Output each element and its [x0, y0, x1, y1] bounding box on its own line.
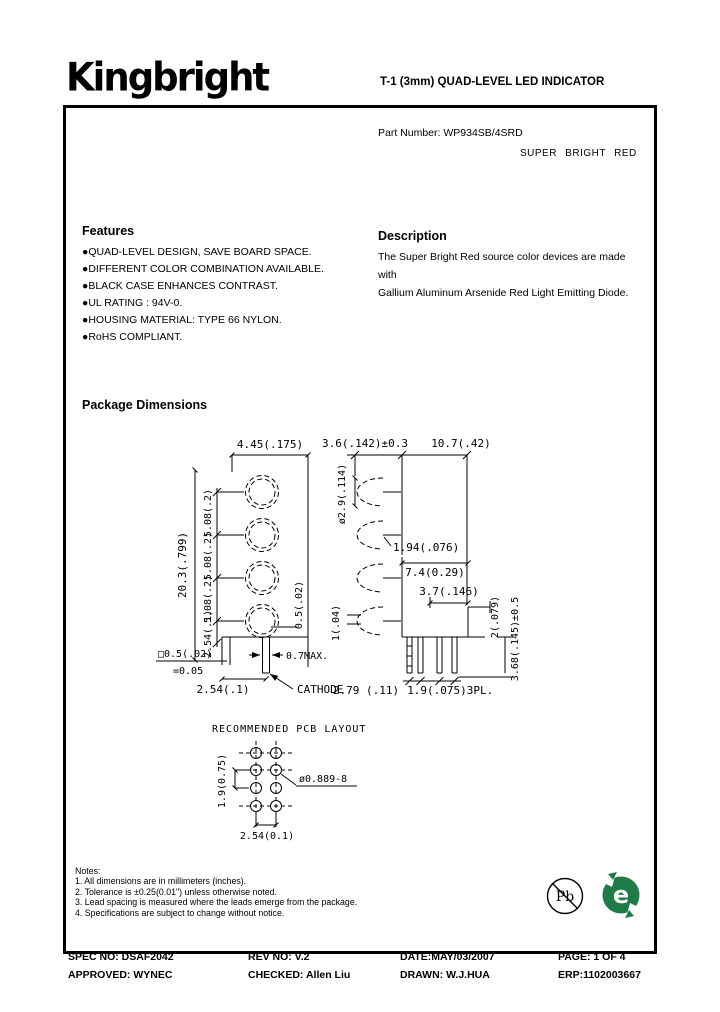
- dim-pitch-bottom: 2.54(.1): [203, 609, 214, 659]
- feature-item: ●RoHS COMPLIANT.: [82, 331, 183, 343]
- dim-pin-pitch1: 2.79 (.11): [332, 684, 400, 697]
- emitted-color: SUPER BRIGHT RED: [520, 148, 637, 159]
- description-heading: Description: [378, 229, 447, 243]
- footer-page: PAGE: 1 OF 4: [558, 951, 626, 963]
- dim-lead-square-tol: =0.05: [173, 666, 204, 677]
- dim-lead-square: □0.5(.02): [158, 649, 213, 660]
- footer-spec-no: SPEC NO: DSAF2042: [68, 951, 174, 963]
- description-text: [378, 248, 638, 302]
- feature-item: ●UL RATING : 94V-0.: [82, 297, 183, 309]
- dim-lead-width: 0.5(.02): [294, 580, 305, 630]
- dim-total-height: 20.3(.799): [176, 531, 189, 599]
- dim-pcb-col-pitch: 2.54(0.1): [239, 831, 295, 842]
- note-item: 4. Specifications are subject to change without notice.: [75, 907, 285, 918]
- compliance-logos: [538, 870, 650, 924]
- feature-item: ●QUAD-LEVEL DESIGN, SAVE BOARD SPACE.: [82, 246, 312, 258]
- footer-date: DATE:MAY/03/2007: [400, 951, 495, 963]
- notes-heading: Notes:: [75, 866, 101, 876]
- dim-pitch: 5.08(.2): [203, 488, 214, 538]
- dim-pitch: 5.08(.2): [203, 531, 214, 581]
- dim-dome-width: 1.94(.076): [393, 541, 460, 554]
- pb-free-label: Pb: [555, 889, 575, 905]
- dim-pin-pitch2: 1.9(.075): [407, 684, 467, 697]
- feature-item: ●HOUSING MATERIAL: TYPE 66 NYLON.: [82, 314, 282, 326]
- dim-front-width: 4.45(.175): [236, 438, 304, 451]
- side-view: [322, 437, 521, 697]
- dim-step-height: 2(.079): [490, 595, 501, 639]
- dim-pcb-hole: ø0.889-8: [299, 774, 348, 785]
- pb-free-icon: [548, 879, 583, 914]
- dim-pitch: 5.08(.2): [203, 574, 214, 624]
- package-dimensions-heading: Package Dimensions: [82, 398, 208, 412]
- kingbright-logo: Kingbright: [66, 54, 269, 101]
- description-line: The Super Bright Red source color devices are made with: [378, 251, 626, 281]
- dim-body-depth: 7.4(0.29): [405, 566, 465, 579]
- dim-lead-offset: 2.54(.1): [196, 683, 250, 696]
- rohs-e-icon: [603, 872, 640, 918]
- dim-places: 3PL.: [466, 684, 494, 697]
- leads-side: [407, 637, 457, 673]
- features-list: [82, 244, 324, 346]
- part-number: Part Number: WP934SB/4SRD: [378, 127, 523, 139]
- led-domes-side: [357, 478, 401, 635]
- features-heading: Features: [82, 224, 135, 238]
- description-line: Gallium Aluminum Arsenide Red Light Emitting Diode.: [378, 287, 629, 299]
- page-title: T-1 (3mm) QUAD-LEVEL LED INDICATOR: [380, 76, 605, 88]
- feature-item: ●BLACK CASE ENHANCES CONTRAST.: [82, 280, 278, 292]
- footer-checked: CHECKED: Allen Liu: [248, 969, 351, 981]
- note-item: 2. Tolerance is ±0.25(0.01") unless otherwise noted.: [75, 886, 277, 897]
- led-lenses-front: [246, 476, 279, 638]
- pcb-layout: [212, 724, 366, 842]
- dim-lens-diameter: ø2.9(.114): [337, 463, 348, 525]
- dim-standoff: 1(.04): [331, 604, 342, 642]
- dim-step-depth: 3.7(.146): [419, 585, 479, 598]
- dim-depth: 10.7(.42): [431, 437, 491, 450]
- front-view: [156, 438, 343, 696]
- dim-lead-thickness: 0.7MAX.: [286, 651, 329, 662]
- footer-approved: APPROVED: WYNEC: [68, 969, 173, 981]
- rohs-e-label: e: [612, 881, 630, 909]
- notes-block: [75, 866, 357, 918]
- feature-item: ●DIFFERENT COLOR COMBINATION AVAILABLE.: [82, 263, 324, 275]
- note-item: 3. Lead spacing is measured where the leads emerge from the package.: [75, 897, 358, 908]
- pcb-heading: RECOMMENDED PCB LAYOUT: [212, 724, 367, 735]
- dim-pcb-row-pitch: 1.9(0.75): [217, 753, 228, 809]
- cathode-label: CATHODE: [297, 683, 344, 696]
- pcb-holes: [251, 748, 282, 812]
- footer-drawn: DRAWN: W.J.HUA: [400, 969, 490, 981]
- package-dimensions-drawing: [65, 415, 625, 875]
- footer-rev-no: REV NO: V.2: [248, 951, 310, 963]
- note-item: 1. All dimensions are in millimeters (inches).: [75, 876, 247, 887]
- dim-lead-length: 3.68(.145)±0.5: [510, 596, 521, 682]
- dim-dome-offset: 3.6(.142)±0.3: [321, 437, 409, 450]
- footer-erp: ERP:1102003667: [558, 969, 641, 981]
